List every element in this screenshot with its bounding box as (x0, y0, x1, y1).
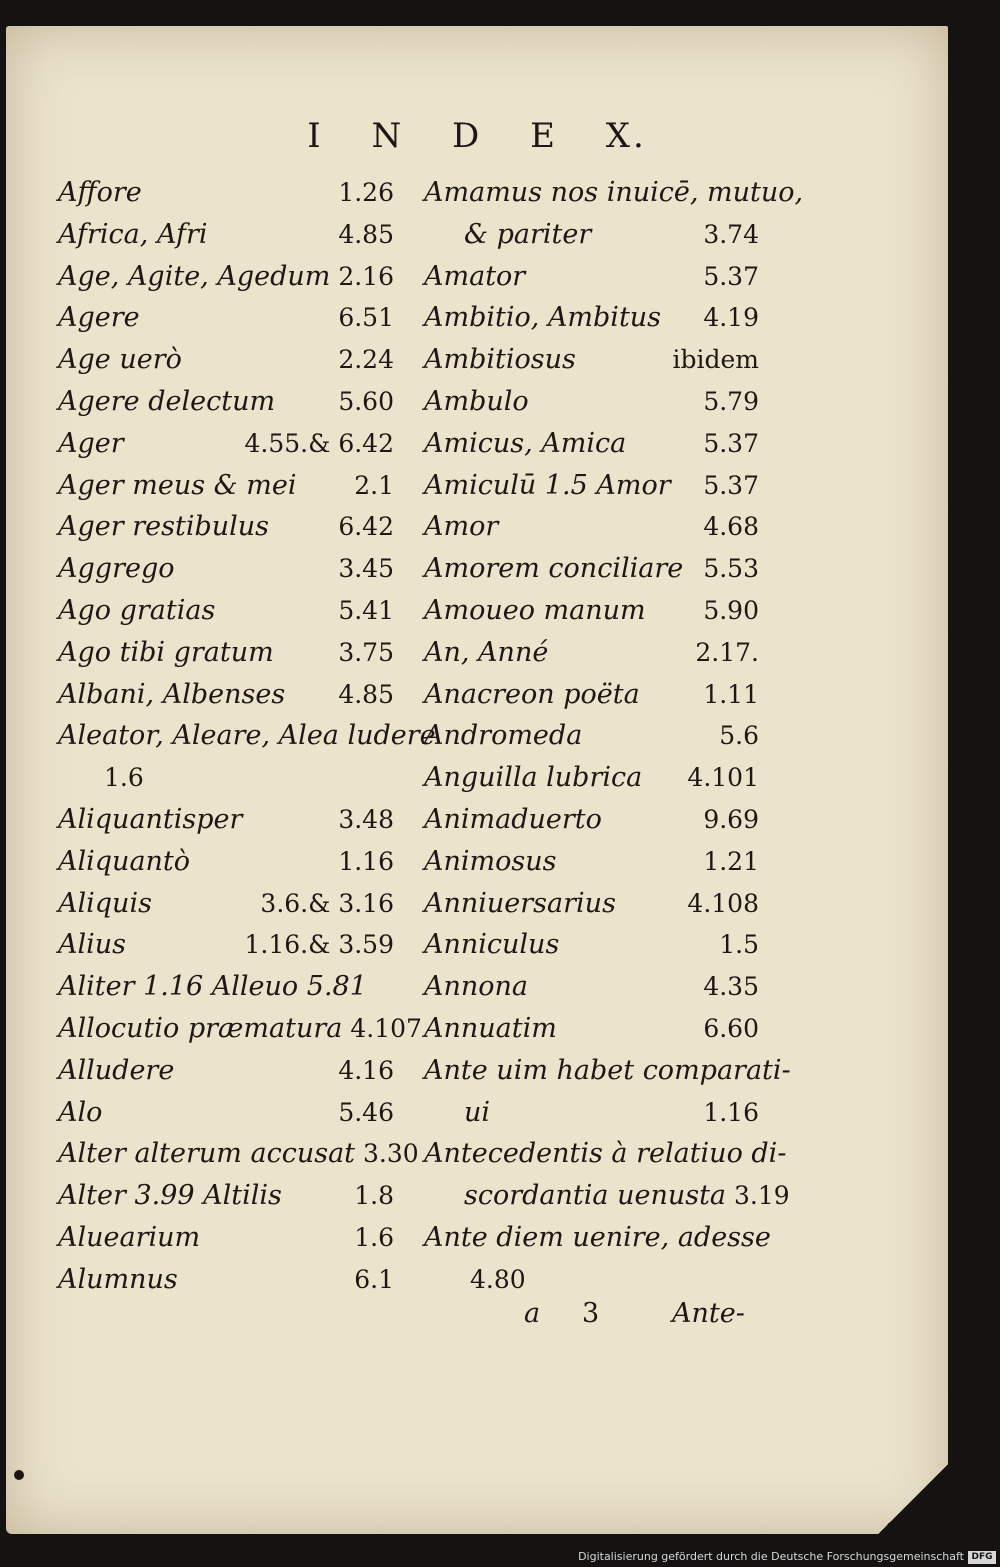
index-reference: 3.48 (338, 804, 394, 834)
index-reference: 4.85 (338, 219, 394, 249)
index-entry (58, 966, 394, 1008)
index-term: Alumnus (58, 1263, 178, 1295)
index-entry (424, 214, 759, 256)
index-entry (424, 715, 759, 757)
dfg-logo: DFG (968, 1551, 996, 1564)
index-entry (58, 1259, 394, 1301)
index-reference: ibidem (672, 345, 759, 375)
index-term: Africa, Afri (58, 218, 208, 250)
index-term: ui (464, 1096, 491, 1128)
index-term: Ante diem uenire, adesse (424, 1221, 771, 1253)
index-term: Animosus (424, 845, 557, 877)
index-entry (424, 381, 759, 423)
index-reference: 3.19 (734, 1181, 790, 1211)
index-entry (424, 1259, 759, 1301)
index-entry (424, 172, 804, 214)
index-column-right (424, 172, 804, 1301)
index-reference: 6.51 (338, 303, 394, 333)
index-entry (424, 966, 759, 1008)
index-term: Ager meus & mei (58, 469, 297, 501)
header-letter: N (371, 116, 405, 156)
index-reference: 5.37 (703, 470, 759, 500)
signature-number: 3 (582, 1298, 600, 1329)
index-term: Aluearium (58, 1221, 201, 1253)
index-entry (424, 297, 759, 339)
index-term: Alius (58, 929, 127, 961)
index-entry (58, 841, 394, 883)
index-reference: 4.85 (338, 679, 394, 709)
index-term: Anguilla lubrica (424, 762, 643, 794)
index-reference: 5.79 (703, 386, 759, 416)
index-term: Ago gratias (58, 594, 216, 626)
index-entry (58, 548, 394, 590)
index-term: Amator (424, 260, 526, 292)
index-entry (424, 1008, 759, 1050)
index-term: Alter 3.99 Altilis (58, 1180, 282, 1212)
index-term: Anniculus (424, 929, 560, 961)
index-entry (424, 674, 759, 716)
index-reference: 3.30 (363, 1139, 419, 1169)
index-reference: 1.11 (703, 679, 759, 709)
index-term: Amicus, Amica (424, 427, 627, 459)
index-entry (424, 465, 759, 507)
index-reference: 4.68 (703, 512, 759, 542)
index-entry (424, 924, 759, 966)
ink-spot (14, 1470, 24, 1480)
index-term: Aliquantisper (58, 803, 243, 835)
index-term: Affore (58, 177, 142, 208)
index-term: Aleator, Aleare, Alea ludere (58, 720, 436, 752)
index-term: An, Anné (424, 636, 549, 668)
index-reference: 3.6.& 3.16 (260, 888, 394, 918)
index-reference: 4.35 (703, 972, 759, 1002)
index-reference: 6.1 (354, 1264, 394, 1294)
header-letter: E (530, 116, 558, 156)
index-reference: 2.1 (354, 470, 394, 500)
index-term: Annuatim (424, 1012, 557, 1044)
index-column-left (58, 172, 436, 1301)
index-entry (58, 799, 394, 841)
index-term: 4.80 (470, 1264, 526, 1294)
index-entry (58, 924, 394, 966)
index-entry (424, 757, 759, 799)
index-entry (424, 423, 759, 465)
index-entry (58, 674, 394, 716)
index-entry (424, 1050, 791, 1092)
index-entry (424, 339, 759, 381)
index-entry (58, 381, 394, 423)
index-entry (424, 256, 759, 298)
index-term: Allocutio præmatura (58, 1012, 343, 1044)
index-term: Amamus nos inuicē, mutuo, (424, 177, 804, 208)
index-reference: 2.24 (338, 345, 394, 375)
index-entry (58, 1008, 422, 1050)
index-term: Amor (424, 511, 499, 543)
index-entry (58, 465, 394, 507)
index-term: Ager (58, 427, 124, 459)
index-reference: 2.17. (695, 637, 759, 667)
index-reference: 1.8 (354, 1181, 394, 1211)
index-entry (58, 1175, 394, 1217)
index-reference: 4.101 (687, 763, 759, 793)
index-entry (424, 1217, 771, 1259)
index-term: Amiculū 1.5 Amor (424, 469, 671, 501)
index-term: Anacreon poëta (424, 678, 640, 710)
index-entry (58, 715, 436, 757)
index-reference: 4.55.& 6.42 (244, 428, 394, 458)
index-term: Age uerò (58, 344, 182, 376)
index-entry (58, 1217, 394, 1259)
index-term: Aliquis (58, 887, 152, 919)
index-term: Antecedentis à relatiuo di- (424, 1138, 787, 1170)
index-term: Andromeda (424, 720, 583, 752)
index-term: scordantia uenusta (464, 1180, 727, 1212)
index-reference: 5.41 (338, 595, 394, 625)
index-entry (58, 757, 394, 799)
index-entry (58, 1133, 419, 1175)
index-entry (58, 423, 394, 465)
index-reference: 5.90 (703, 595, 759, 625)
index-term: Ambitiosus (424, 344, 576, 376)
index-entry (424, 1175, 790, 1217)
index-reference: 1.26 (338, 178, 394, 207)
index-entry (58, 256, 394, 298)
index-reference: 5.53 (703, 554, 759, 584)
index-reference: 1.16 (703, 1097, 759, 1127)
index-entry (58, 590, 394, 632)
index-reference: 1.16 (338, 846, 394, 876)
index-reference: 4.107 (350, 1013, 422, 1043)
index-entry (58, 883, 394, 925)
index-entry (424, 506, 759, 548)
index-term: & pariter (464, 218, 592, 250)
index-reference: 5.37 (703, 261, 759, 291)
index-term: Amorem conciliare (424, 553, 684, 585)
header-letter: I (307, 116, 324, 156)
index-term: Aliter 1.16 Alleuo 5.81 (58, 971, 367, 1003)
index-reference: 3.74 (703, 219, 759, 249)
index-entry (58, 172, 394, 214)
index-entry (58, 1092, 394, 1134)
index-reference: 1.6 (354, 1222, 394, 1252)
index-term: Aggrego (58, 553, 175, 585)
index-reference: 2.16 (338, 261, 395, 291)
catchword: Ante- (672, 1298, 745, 1329)
index-term: Alludere (58, 1054, 175, 1086)
index-term: Animaduerto (424, 803, 602, 835)
index-term: 1.6 (104, 763, 144, 793)
index-entry (58, 214, 394, 256)
index-reference: 5.46 (338, 1097, 394, 1127)
book-page (6, 26, 948, 1534)
index-entry (58, 632, 394, 674)
index-entry (424, 799, 759, 841)
index-term: Amoueo manum (424, 594, 646, 626)
digitization-credit: Digitalisierung gefördert durch die Deutsche Forschungsgemeinschaft (578, 1550, 964, 1563)
index-entry (424, 590, 759, 632)
index-term: Ambulo (424, 385, 529, 417)
index-reference: 9.69 (703, 804, 759, 834)
index-entry (424, 883, 759, 925)
index-entry (58, 1050, 394, 1092)
index-term: Aliquantò (58, 845, 191, 877)
index-term: Agere delectum (58, 385, 276, 417)
index-reference: 5.60 (338, 386, 394, 416)
page-footer (516, 1298, 756, 1338)
index-term: Annona (424, 971, 529, 1003)
index-entry (424, 841, 759, 883)
index-reference: 6.42 (338, 512, 394, 542)
index-term: Anniuersarius (424, 887, 616, 919)
index-reference: 1.21 (703, 846, 759, 876)
index-reference: 4.16 (338, 1055, 394, 1085)
index-entry (58, 297, 394, 339)
index-reference: 3.75 (338, 637, 394, 667)
signature-mark: a (524, 1298, 541, 1329)
header-letter: X. (605, 116, 647, 156)
index-term: Alter alterum accusat (58, 1138, 356, 1170)
index-entry (424, 548, 759, 590)
index-term: Ante uim habet comparati- (424, 1054, 791, 1086)
index-term: Ager restibulus (58, 511, 270, 543)
index-entry (58, 506, 394, 548)
index-reference: 4.19 (703, 303, 759, 333)
index-reference: 3.45 (338, 554, 394, 584)
index-entry (424, 632, 759, 674)
index-reference: 1.16.& 3.59 (244, 930, 394, 960)
index-term: Alo (58, 1096, 103, 1128)
page-header (6, 116, 948, 156)
index-reference: 1.5 (719, 930, 759, 960)
index-entry (424, 1092, 759, 1134)
index-term: Ago tibi gratum (58, 636, 274, 668)
index-term: Albani, Albenses (58, 678, 286, 710)
index-term: Agere (58, 302, 140, 334)
index-reference: 4.108 (687, 888, 759, 918)
index-reference: 6.60 (703, 1013, 759, 1043)
index-term: Ambitio, Ambitus (424, 302, 662, 334)
header-letter: D (452, 116, 483, 156)
index-entry (424, 1133, 787, 1175)
index-entry (58, 339, 394, 381)
index-reference: 5.37 (703, 428, 759, 458)
index-reference: 5.6 (719, 721, 759, 751)
index-term: Age, Agite, Agedum (58, 260, 331, 292)
